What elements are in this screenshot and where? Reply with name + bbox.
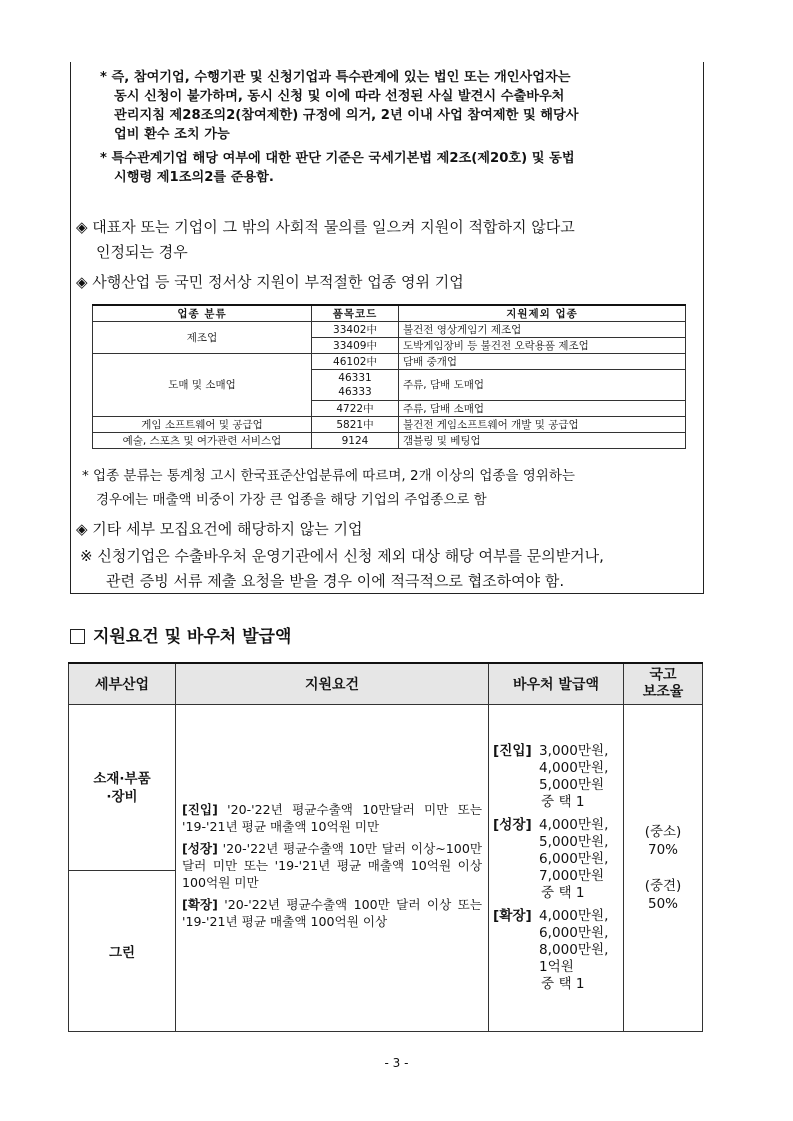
req-text: '20-'22년 평균수출액 100만 달러 이상 또는 '19-'21년 평균 매출액 100억원 이상: [182, 897, 482, 929]
voucher-tag: [확장]: [493, 908, 532, 924]
item-line: 인정되는 경우: [96, 243, 188, 261]
header-row: [69, 663, 703, 705]
rate-value: 50%: [647, 896, 678, 912]
item-line: ◈ 기타 세부 모집요건에 해당하지 않는 기업: [76, 520, 363, 538]
rate-value: 70%: [647, 842, 678, 858]
requirement-entry: [182, 801, 482, 835]
industry-line: ·장비: [106, 788, 138, 805]
code-value: 46331: [338, 372, 372, 384]
voucher-group: [493, 908, 619, 993]
column-header: 업종 분류: [93, 305, 312, 322]
voucher-values: [539, 817, 609, 902]
voucher-cell: [489, 705, 624, 1032]
special-relation-note: [100, 68, 700, 187]
category-cell: 제조업: [93, 322, 312, 354]
req-text: '20-'22년 평균수출액 10만 달러 이상~100만 달러 미만 또는 '19-'21년 평균 매출액 10억원 이상 100억원 미만: [182, 841, 482, 890]
header-line: 국고: [649, 667, 677, 683]
desc-cell: 주류, 담배 소매업: [399, 401, 686, 417]
voucher-line: 3,000만원,: [539, 743, 609, 759]
exclusion-item-gambling: [76, 270, 464, 295]
code-cell: [312, 370, 399, 401]
section-title: [70, 622, 291, 647]
req-text: '20-'22년 평균수출액 10만달러 미만 또는 '19-'21년 평균 매출액 10억원 미만: [182, 802, 482, 834]
excluded-industry-table: [92, 304, 686, 449]
reference-note: [80, 544, 604, 594]
ref-line: 관련 증빙 서류 제출 요청을 받을 경우 이에 적극적으로 협조하여야 함.: [106, 572, 565, 590]
req-tag: [성장]: [182, 841, 218, 856]
voucher-line: 6,000만원,: [539, 851, 609, 867]
category-cell: 도매 및 소매업: [93, 354, 312, 417]
column-header: 지원제외 업종: [399, 305, 686, 322]
voucher-line: 중 택 1: [541, 885, 585, 901]
voucher-line: 중 택 1: [541, 976, 585, 992]
voucher-tag: [진입]: [493, 743, 532, 759]
voucher-values: [539, 908, 609, 993]
rate-label: (중소): [644, 824, 682, 840]
voucher-line: 4,000만원,: [539, 908, 609, 924]
voucher-line: 4,000만원,: [539, 760, 609, 776]
note-line: 경우에는 매출액 비중이 가장 큰 업종을 해당 기업의 주업종으로 함: [96, 492, 487, 508]
column-header: 품목코드: [312, 305, 399, 322]
voucher-tag: [성장]: [493, 817, 532, 833]
exclusion-item-social: [76, 215, 575, 265]
column-header: 지원요건: [176, 663, 489, 705]
note-line: * 즉, 참여기업, 수행기관 및 신청기업과 특수관계에 있는 법인 또는 개인사업자는: [100, 70, 571, 85]
header-line: 보조율: [642, 684, 684, 700]
note-line: 업비 환수 조치 가능: [114, 127, 230, 142]
subsidy-rate-cell: [624, 705, 703, 1032]
requirement-entry: [182, 896, 482, 930]
desc-cell: 불건전 영상게임기 제조업: [399, 322, 686, 338]
requirements-cell: [176, 705, 489, 1032]
voucher-line: 5,000만원: [539, 777, 605, 793]
desc-cell: 갬블링 및 베팅업: [399, 433, 686, 449]
voucher-line: 1억원: [539, 959, 574, 975]
code-value: 46333: [338, 386, 372, 398]
code-cell: 4722中: [312, 401, 399, 417]
requirement-entry: [182, 840, 482, 891]
req-tag: [확장]: [182, 897, 218, 912]
code-cell: 33402中: [312, 322, 399, 338]
desc-cell: 도박게임장비 등 불건전 오락용품 제조업: [399, 338, 686, 354]
voucher-line: 5,000만원,: [539, 834, 609, 850]
table-row: [69, 705, 703, 871]
code-cell: 33409中: [312, 338, 399, 354]
page-number: - 3 -: [384, 1056, 409, 1070]
section-title-text: 지원요건 및 바우처 발급액: [93, 627, 292, 647]
exclusion-item-other: [76, 517, 362, 542]
table-row: [93, 322, 686, 338]
item-line: ◈ 사행산업 등 국민 정서상 지원이 부적절한 업종 영위 기업: [76, 273, 464, 291]
industry-cell: 그린: [69, 871, 176, 1032]
classification-note: [82, 464, 575, 512]
voucher-line: 4,000만원,: [539, 817, 609, 833]
square-bullet-icon: [70, 629, 85, 644]
table-row: [93, 354, 686, 370]
note-line: 동시 신청이 불가하며, 동시 신청 및 이에 따라 선정된 사실 발견시 수출바우처: [114, 89, 565, 104]
industry-line: 소재·부품: [93, 770, 151, 787]
ref-line: ※ 신청기업은 수출바우처 운영기관에서 신청 제외 대상 해당 여부를 문의받거나,: [80, 547, 604, 565]
table-row: [93, 433, 686, 449]
industry-cell: [69, 705, 176, 871]
voucher-values: [539, 743, 609, 811]
column-header: 세부산업: [69, 663, 176, 705]
table-row: [93, 417, 686, 433]
note-line: 시행령 제1조의2를 준용함.: [114, 170, 274, 185]
category-cell: 게임 소프트웨어 및 공급업: [93, 417, 312, 433]
voucher-line: 7,000만원: [539, 868, 605, 884]
voucher-line: 8,000만원,: [539, 942, 609, 958]
desc-cell: 주류, 담배 도매업: [399, 370, 686, 401]
support-requirements-table: [68, 662, 703, 1032]
note-line: 관리지침 제28조의2(참여제한) 규정에 의거, 2년 이내 사업 참여제한 및 해당사: [114, 108, 579, 123]
item-line: ◈ 대표자 또는 기업이 그 밖의 사회적 물의를 일으켜 지원이 적합하지 않다고: [76, 218, 575, 236]
desc-cell: 담배 중개업: [399, 354, 686, 370]
code-cell: 5821中: [312, 417, 399, 433]
voucher-line: 6,000만원,: [539, 925, 609, 941]
desc-cell: 불건전 게임소프트웨어 개발 및 공급업: [399, 417, 686, 433]
req-tag: [진입]: [182, 802, 218, 817]
column-header: [624, 663, 703, 705]
voucher-line: 중 택 1: [541, 794, 585, 810]
rate-label: (중견): [644, 878, 682, 894]
category-cell: 예술, 스포츠 및 여가관련 서비스업: [93, 433, 312, 449]
note-line: * 업종 분류는 통계청 고시 한국표준산업분류에 따르며, 2개 이상의 업종을 영위하는: [82, 468, 575, 484]
code-cell: 9124: [312, 433, 399, 449]
voucher-group: [493, 743, 619, 811]
column-header: 바우처 발급액: [489, 663, 624, 705]
note-line: * 특수관계기업 해당 여부에 대한 판단 기준은 국세기본법 제2조(제20호) 및 동법: [100, 151, 575, 166]
code-cell: 46102中: [312, 354, 399, 370]
voucher-group: [493, 817, 619, 902]
